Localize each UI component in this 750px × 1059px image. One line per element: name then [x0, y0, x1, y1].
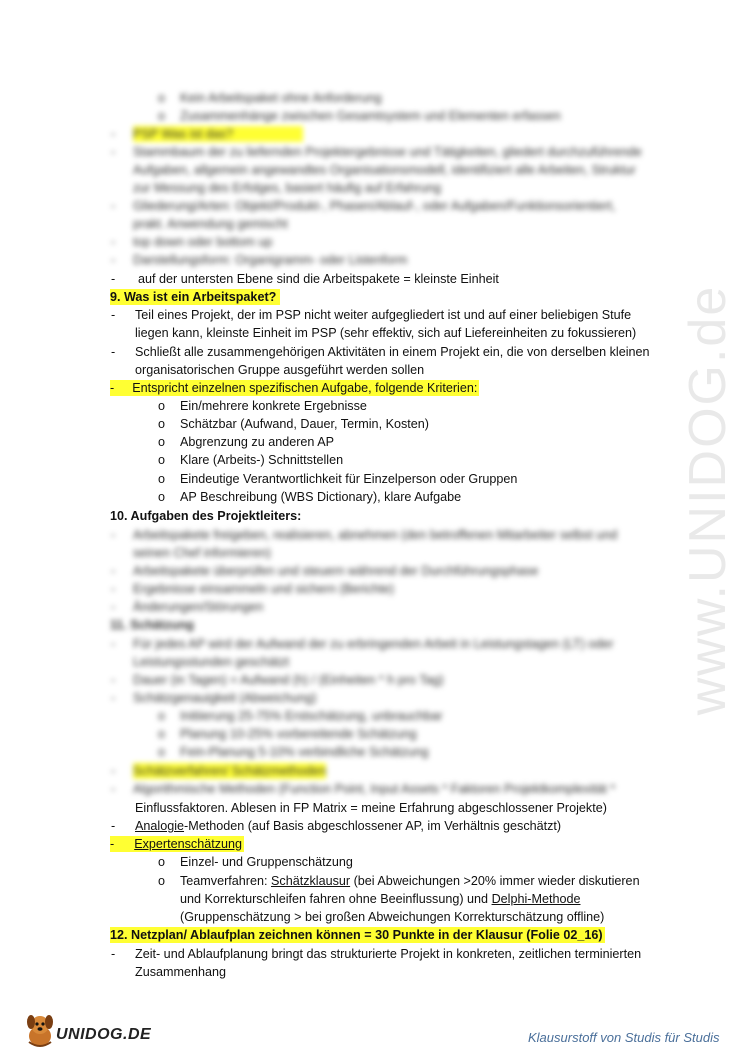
- blurred-bullet: -: [111, 235, 116, 249]
- schaetzklausur-term: Schätzklausur: [271, 874, 351, 888]
- sub-item: Einzel- und Gruppenschätzung: [180, 855, 353, 869]
- text-line: Zeit- und Ablaufplanung bringt das strukturierte Projekt in konkreten, zeitlichen terminierten: [135, 947, 642, 961]
- highlighted-line: [110, 380, 479, 396]
- blurred-bullet: -: [111, 673, 116, 687]
- heading-10: 10. Aufgaben des Projektleiters:: [110, 509, 302, 523]
- blurred-line: Ergebnisse einsammeln und sichern (Berichte): [133, 582, 395, 596]
- bullet-circle: o: [158, 874, 166, 888]
- bullet-circle: o: [158, 435, 166, 449]
- blurred-line: Planung 10-25% vorbereitende Schätzung: [180, 727, 417, 741]
- blurred-line: Arbeitspakete überprüfen und steuern während der Durchführungsphase: [133, 564, 539, 578]
- bullet-circle: o: [158, 399, 166, 413]
- blurred-bullet: -: [111, 691, 116, 705]
- bullet-circle: o: [158, 453, 166, 467]
- bullet-dash: -: [111, 308, 116, 322]
- blurred-bullet: -: [111, 637, 116, 651]
- blurred-line: Fein-Planung 5-10% verbindliche Schätzung: [180, 745, 429, 759]
- criteria-intro: Entspricht einzelnen spezifischen Aufgabe, folgende Kriterien:: [132, 381, 478, 395]
- dog-icon: [22, 1012, 58, 1050]
- text-line: Teil eines Projekt, der im PSP nicht weiter aufgegliedert ist und auf einer beliebigen Stufe: [135, 308, 632, 322]
- blurred-line: Initiierung 25-75% Erstschätzung, unbrauchbar: [180, 709, 443, 723]
- blurred-bullet: -: [111, 528, 116, 542]
- sub-item: [180, 891, 580, 907]
- logo-text: UNIDOG.DE: [56, 1026, 152, 1043]
- blurred-line: Kein Arbeitspaket ohne Anforderung: [180, 91, 382, 105]
- text-line: Einflussfaktoren. Ablesen in FP Matrix = meine Erfahrung abgeschlossener Projekte): [135, 801, 607, 815]
- blurred-bullet: -: [111, 600, 116, 614]
- criteria-item: Klare (Arbeits-) Schnittstellen: [180, 453, 344, 467]
- analogie-text: -Methoden (auf Basis abgeschlossener AP, im Verhältnis geschätzt): [184, 819, 562, 833]
- team-text: (bei Abweichungen >20% immer wieder diskutieren: [350, 874, 640, 888]
- blurred-bullet: o: [158, 91, 166, 105]
- blurred-line: Gliederung/Arten: Objekt/Produkt-, Phasen/Ablauf-, oder Aufgaben/Funktionsorientiert,: [133, 199, 616, 213]
- analogie-term: Analogie: [135, 819, 185, 833]
- blurred-heading: 11. Schätzung: [110, 618, 194, 632]
- bullet-circle: o: [158, 417, 166, 431]
- blurred-line: Schätzgenauigkeit (Abweichung): [133, 691, 317, 705]
- highlighted-line: [110, 836, 244, 852]
- text-line: organisatorischen Gruppe ausgeführt werden sollen: [135, 363, 425, 377]
- blurred-line: prakt. Anwendung gemischt: [133, 217, 288, 231]
- blurred-bullet: -: [111, 564, 116, 578]
- blurred-bullet: -: [111, 199, 116, 213]
- text-line: auf der untersten Ebene sind die Arbeitspakete = kleinste Einheit: [138, 272, 499, 286]
- blurred-bullet: -: [111, 145, 116, 159]
- team-text: und Korrekturschleifen fahren ohne Beeinflussung) und: [180, 892, 492, 906]
- text-line: [135, 818, 561, 834]
- criteria-item: AP Beschreibung (WBS Dictionary), klare Aufgabe: [180, 490, 462, 504]
- criteria-item: Schätzbar (Aufwand, Dauer, Termin, Kosten): [180, 417, 429, 431]
- bullet-dash: -: [110, 381, 115, 395]
- bullet-dash: -: [110, 837, 115, 851]
- watermark: www.UNIDOG.de: [679, 284, 737, 716]
- blurred-bullet: o: [158, 727, 166, 741]
- experten-term: Expertenschätzung: [134, 837, 243, 851]
- blurred-bullet: o: [158, 745, 166, 759]
- criteria-item: Eindeutige Verantwortlichkeit für Einzelperson oder Gruppen: [180, 472, 518, 486]
- blurred-bullet: -: [111, 582, 116, 596]
- blurred-line: zur Messung des Erfolges, basiert häufig auf Erfahrung: [133, 181, 442, 195]
- text-line: Schließt alle zusammengehörigen Aktivitäten in einem Projekt ein, die von derselben kleinen: [135, 345, 650, 359]
- blurred-line: seinen Chef informieren): [133, 546, 271, 560]
- blurred-line: Änderungen/Störungen: [133, 600, 264, 614]
- blurred-bullet: o: [158, 709, 166, 723]
- footer-slogan: Klausurstoff von Studis für Studis: [528, 1030, 720, 1045]
- bullet-dash: -: [111, 947, 116, 961]
- blurred-heading: Schätzverfahren/ Schätzmethoden: [133, 764, 327, 778]
- blurred-line: Darstellungsform: Organigramm- oder Listenform: [133, 253, 408, 267]
- bullet-dash: -: [111, 819, 116, 833]
- blurred-line: Algorithmische Methoden (Function Point, Input Assets * Faktoren Projektkomplexität *: [133, 782, 616, 796]
- blurred-heading: PSP Was ist das?: [133, 126, 303, 142]
- blurred-bullet: -: [111, 127, 116, 141]
- delphi-term: Delphi-Methode: [491, 892, 581, 906]
- blurred-line: Stammbaum der zu liefernden Projektergebnisse und Tätigkeiten, gliedert durchzuführende: [133, 145, 642, 159]
- text-line: Zusammenhang: [135, 965, 227, 979]
- blurred-line: Arbeitspakete freigeben, realisieren, abnehmen (den betroffenen Mitarbeiter selbst und: [133, 528, 618, 542]
- bullet-circle: o: [158, 472, 166, 486]
- blurred-bullet: -: [111, 764, 116, 778]
- team-text: Teamverfahren:: [180, 874, 271, 888]
- bullet-dash: -: [111, 272, 116, 286]
- blurred-line: Leistungsstunden geschätzt: [133, 655, 290, 669]
- text-line: liegen kann, kleinste Einheit im PSP (sehr effektiv, sich auf Liefereinheiten zu fokussieren): [135, 326, 637, 340]
- blurred-line: Zusammenhänge zwischen Gesamtsystem und Elementen erfassen: [180, 109, 561, 123]
- bullet-circle: o: [158, 490, 166, 504]
- blurred-line: Dauer (in Tagen) = Aufwand (h) / (Einheiten * h pro Tag): [133, 673, 444, 687]
- bullet-circle: o: [158, 855, 166, 869]
- heading-12: 12. Netzplan/ Ablaufplan zeichnen können = 30 Punkte in der Klausur (Folie 02_16): [110, 928, 603, 942]
- bullet-dash: -: [111, 345, 116, 359]
- sub-item: [180, 873, 640, 889]
- blurred-line: Für jedes AP wird der Aufwand der zu erbringenden Arbeit in Leistungstagen (LT) oder: [133, 637, 614, 651]
- blurred-bullet: -: [111, 782, 116, 796]
- blurred-bullet: o: [158, 109, 166, 123]
- blurred-line: top down oder bottom up: [133, 235, 273, 249]
- unidog-logo: [22, 1012, 162, 1050]
- sub-item: (Gruppenschätzung > bei großen Abweichungen Korrekturschätzung offline): [180, 910, 605, 924]
- heading-9: 9. Was ist ein Arbeitspaket?: [110, 289, 280, 305]
- criteria-item: Abgrenzung zu anderen AP: [180, 435, 335, 449]
- blurred-line: Aufgaben, allgemein angewandtes Organisationsmodell, identifiziert alle Arbeiten, Struktur: [133, 163, 636, 177]
- blurred-bullet: -: [111, 253, 116, 267]
- criteria-item: Ein/mehrere konkrete Ergebnisse: [180, 399, 367, 413]
